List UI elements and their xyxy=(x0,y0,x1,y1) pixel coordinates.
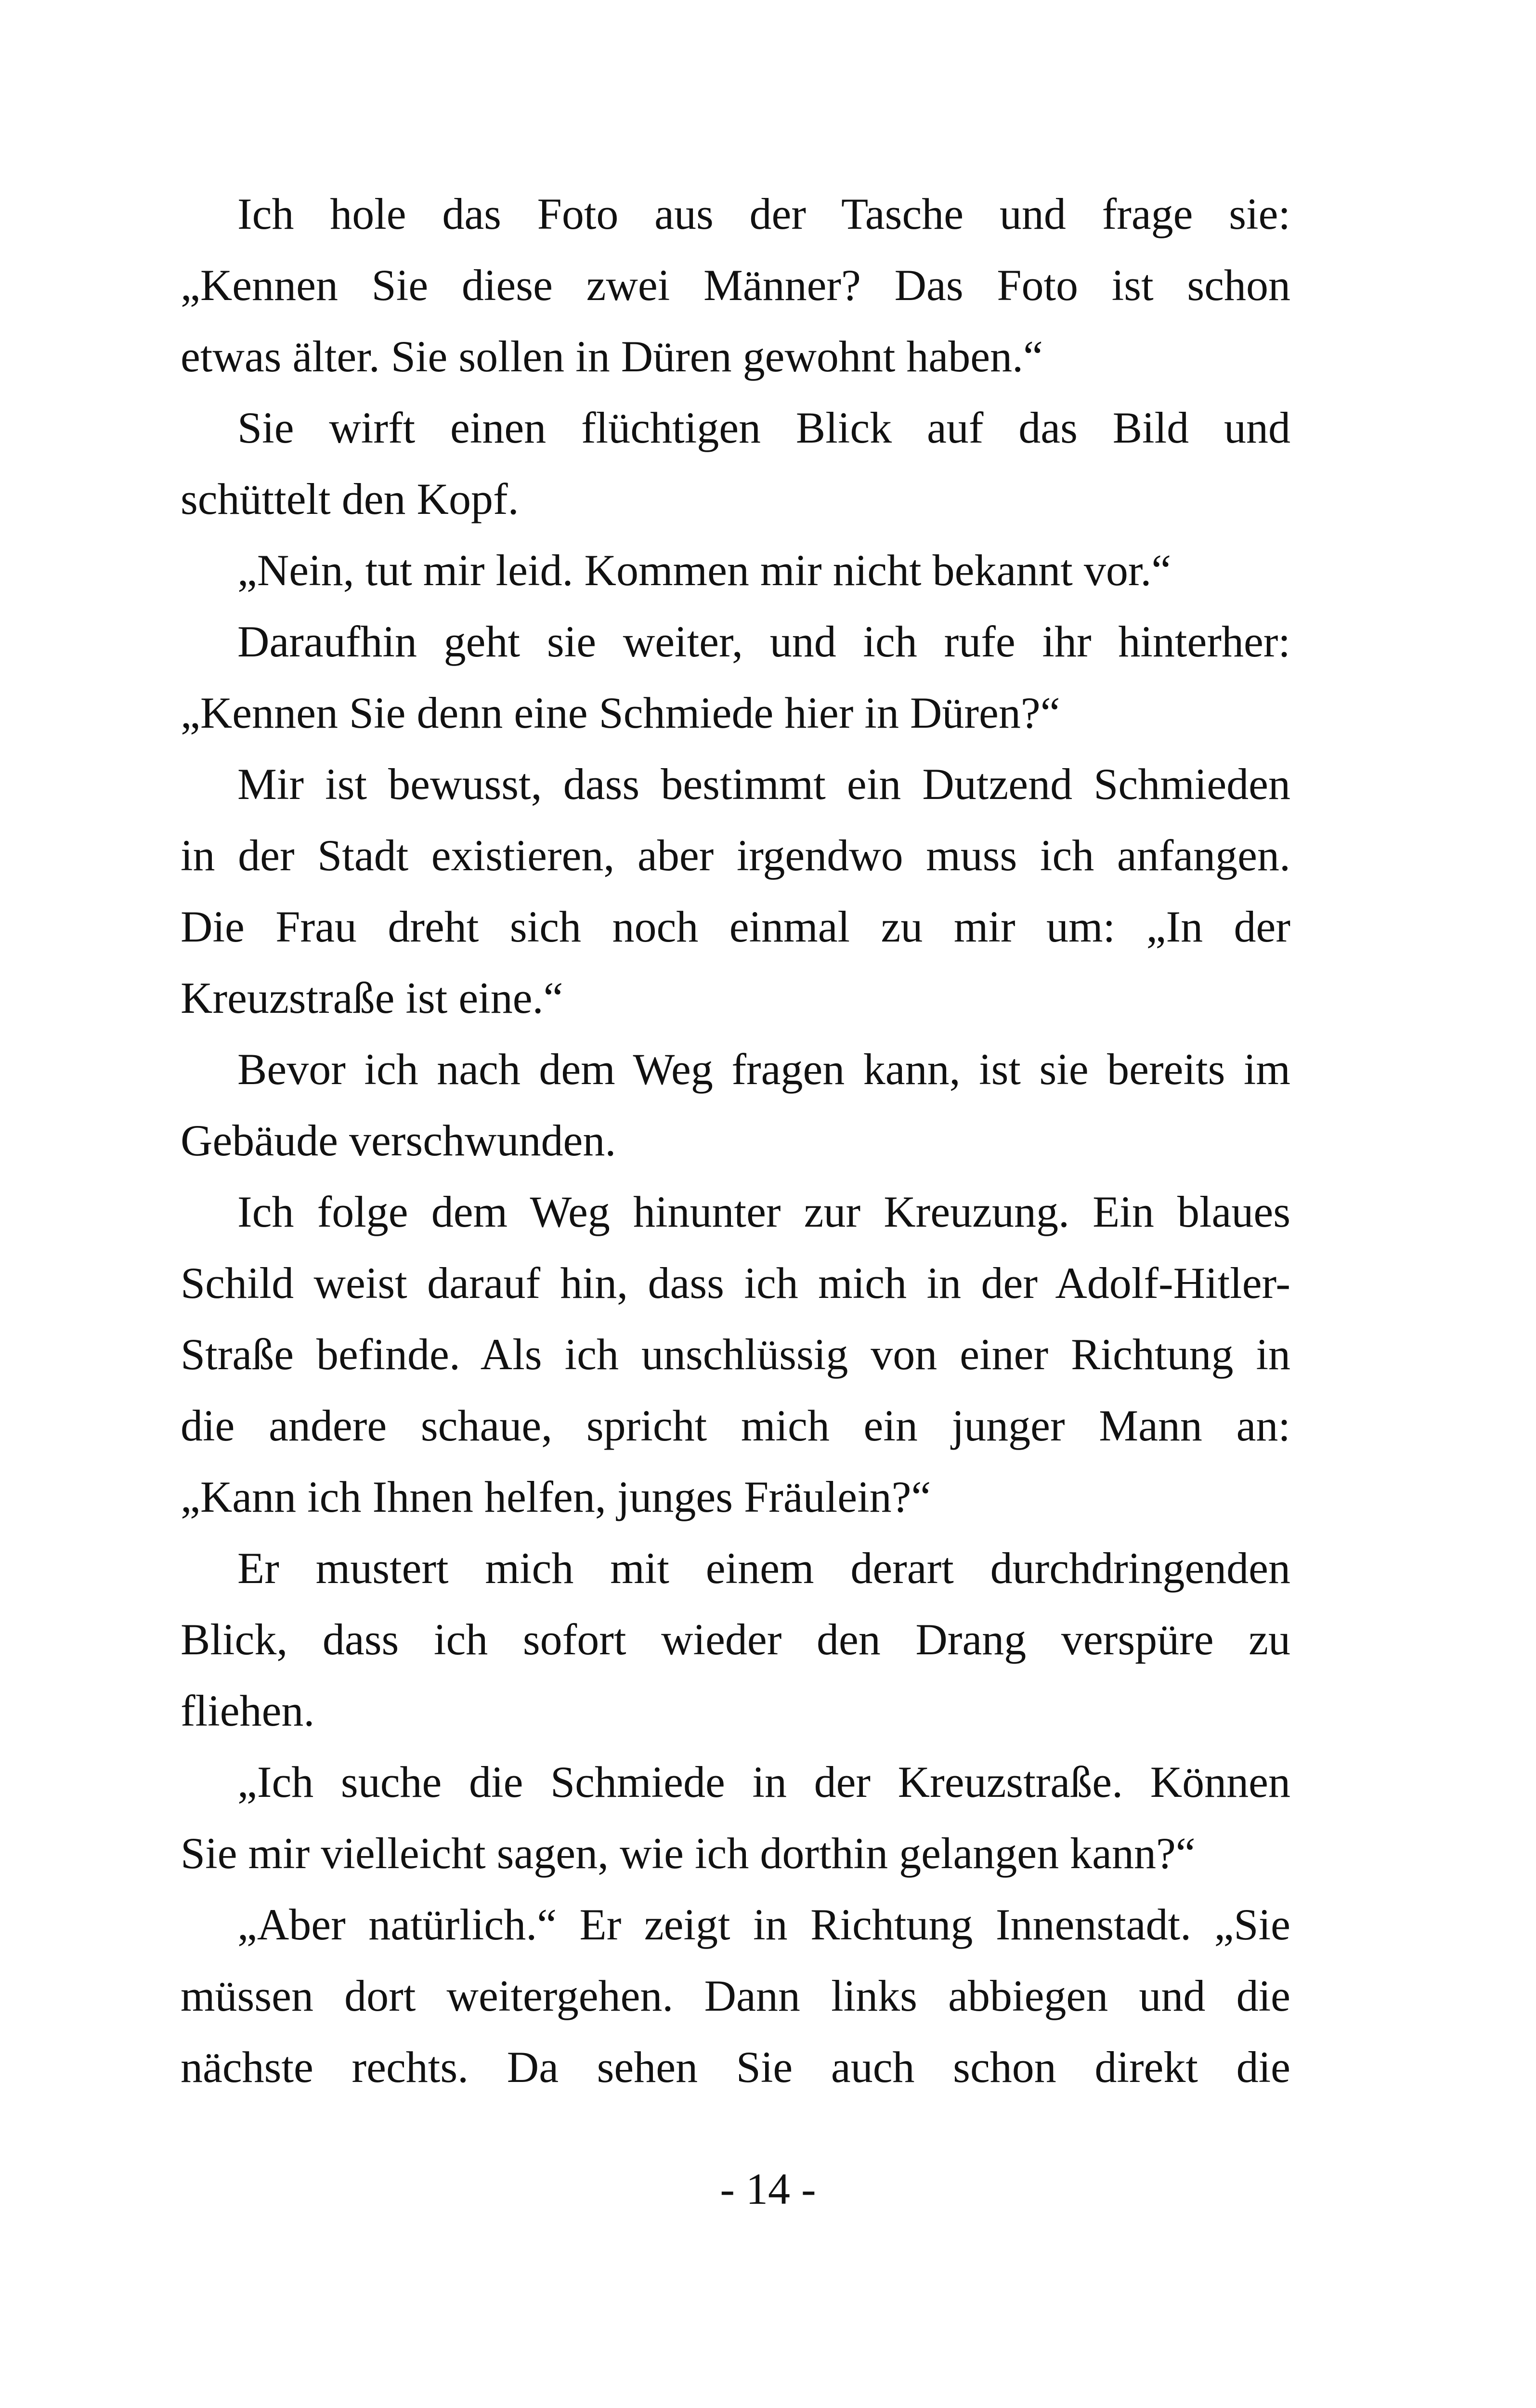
text-line: „Kennen Sie denn eine Schmiede hier in Düren?“ xyxy=(181,688,1060,737)
text-line: in der Stadt existieren, aber irgendwo muss ich anfangen. xyxy=(181,831,1290,880)
text-line: Daraufhin geht sie weiter, und ich rufe ihr hinterher: xyxy=(237,617,1290,666)
text-line: „Ich suche die Schmiede in der Kreuzstraße. Können xyxy=(237,1757,1290,1806)
text-line: fliehen. xyxy=(181,1686,315,1735)
text-line: müssen dort weitergehen. Dann links abbiegen und die xyxy=(181,1971,1290,2020)
body-text xyxy=(181,178,1290,2103)
text-line: Straße befinde. Als ich unschlüssig von einer Richtung in xyxy=(181,1330,1290,1379)
text-line: nächste rechts. Da sehen Sie auch schon direkt die xyxy=(181,2042,1290,2092)
text-line: schüttelt den Kopf. xyxy=(181,474,519,523)
text-line: die andere schaue, spricht mich ein junger Mann an: xyxy=(181,1401,1290,1450)
text-line: Sie wirft einen flüchtigen Blick auf das Bild und xyxy=(237,403,1290,452)
text-line: Blick, dass ich sofort wieder den Drang verspüre zu xyxy=(181,1615,1290,1664)
text-line: Die Frau dreht sich noch einmal zu mir um: „In der xyxy=(181,902,1290,951)
text-line: etwas älter. Sie sollen in Düren gewohnt haben.“ xyxy=(181,332,1043,381)
text-line: „Kennen Sie diese zwei Männer? Das Foto ist schon xyxy=(181,261,1290,310)
text-line: Ich hole das Foto aus der Tasche und frage sie: xyxy=(237,189,1290,238)
text-line: Kreuzstraße ist eine.“ xyxy=(181,973,563,1022)
text-line: Gebäude verschwunden. xyxy=(181,1116,616,1165)
text-line: Schild weist darauf hin, dass ich mich in der Adolf-Hitler- xyxy=(181,1258,1290,1308)
text-line: „Aber natürlich.“ Er zeigt in Richtung Innenstadt. „Sie xyxy=(237,1900,1290,1949)
text-line: „Nein, tut mir leid. Kommen mir nicht bekannt vor.“ xyxy=(237,546,1172,595)
text-line: Er mustert mich mit einem derart durchdringenden xyxy=(237,1544,1290,1593)
text-line: Sie mir vielleicht sagen, wie ich dorthin gelangen kann?“ xyxy=(181,1829,1196,1878)
page-number: - 14 - xyxy=(720,2164,816,2213)
text-line: „Kann ich Ihnen helfen, junges Fräulein?“ xyxy=(181,1472,931,1521)
text-line: Ich folge dem Weg hinunter zur Kreuzung. Ein blaues xyxy=(237,1187,1290,1236)
text-line: Mir ist bewusst, dass bestimmt ein Dutzend Schmieden xyxy=(237,759,1290,809)
text-line: Bevor ich nach dem Weg fragen kann, ist sie bereits im xyxy=(237,1045,1290,1094)
